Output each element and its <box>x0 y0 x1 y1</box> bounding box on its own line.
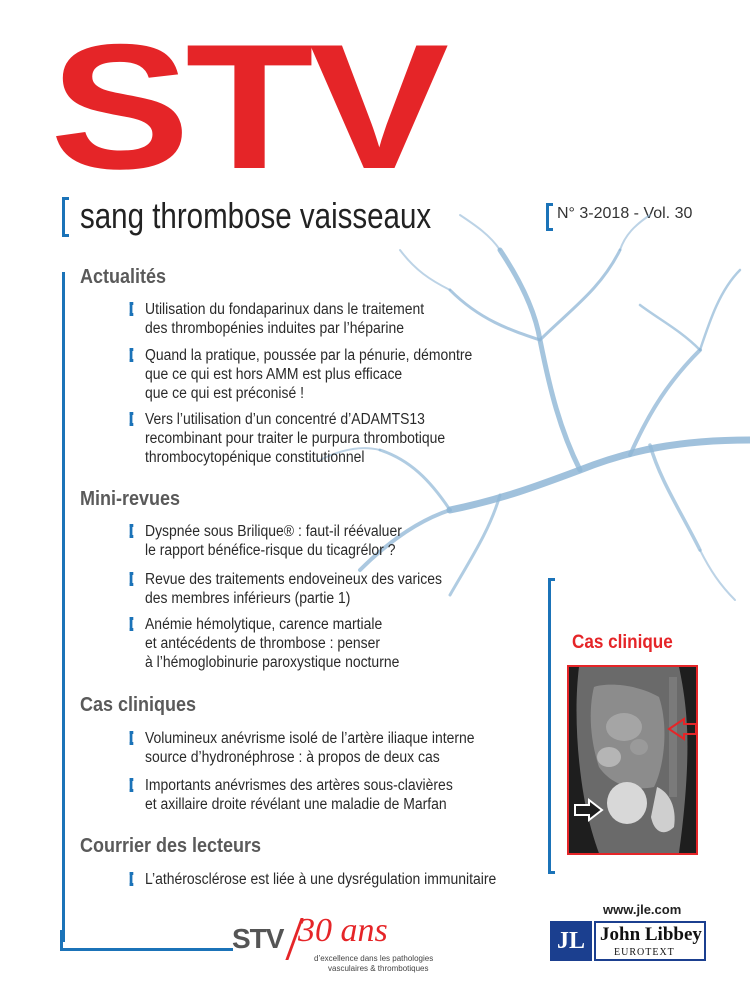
issue-number: N° 3-2018 - Vol. 30 <box>557 205 693 222</box>
anniversary-stv: STV <box>232 923 284 954</box>
bracket-marker-icon <box>130 412 134 426</box>
cas-clinique-title: Cas clinique <box>572 632 673 653</box>
subtitle-bracket <box>62 197 69 237</box>
article-entry[interactable] <box>145 615 399 672</box>
anniversary-line-1: d’excellence dans les pathologies <box>314 954 434 963</box>
article-entry[interactable] <box>145 346 472 403</box>
article-title-line: à l’hémoglobinurie paroxystique nocturne <box>145 654 400 671</box>
article-title-line: Importants anévrismes des artères sous-clavières <box>145 777 453 794</box>
anniversary-badge <box>232 912 434 978</box>
website-link[interactable]: www.jle.com <box>603 902 682 917</box>
article-title-line: Volumineux anévrisme isolé de l’artère iliaque interne <box>145 730 475 747</box>
article-entry[interactable] <box>145 300 424 338</box>
article-title-line: L’athérosclérose est liée à une dysrégulation immunitaire <box>145 871 497 888</box>
article-title-line: que ce qui est préconisé ! <box>145 385 304 402</box>
article-title-line: source d’hydronéphrose : à propos de deux cas <box>145 749 440 766</box>
article-entry[interactable] <box>145 410 445 467</box>
article-title-line: et axillaire droite révélant une maladie de Marfan <box>145 796 447 813</box>
anniversary-line-2: vasculaires & thrombotiques <box>328 964 429 973</box>
article-title-line: Anémie hémolytique, carence martiale <box>145 616 383 633</box>
article-entry[interactable] <box>145 870 496 889</box>
journal-logo: STV <box>50 7 445 206</box>
journal-subtitle: sang thrombose vaisseaux <box>80 195 432 236</box>
article-entry[interactable] <box>145 729 475 767</box>
ct-scan-image <box>567 665 698 855</box>
content-rule <box>62 272 65 942</box>
bracket-marker-icon <box>130 617 134 631</box>
article-title-line: Vers l’utilisation d’un concentré d’ADAMTS13 <box>145 411 425 428</box>
bracket-marker-icon <box>130 302 134 316</box>
bracket-marker-icon <box>130 348 134 362</box>
anniversary-30-ans: 30 ans <box>298 912 388 949</box>
article-entry[interactable] <box>145 570 442 608</box>
section-title: Cas cliniques <box>80 694 197 716</box>
bracket-marker-icon <box>130 524 134 538</box>
bracket-marker-icon <box>130 731 134 745</box>
footer-bracket <box>60 930 233 951</box>
article-title-line: Revue des traitements endoveineux des varices <box>145 571 442 588</box>
publisher-name-box <box>594 921 706 961</box>
article-entry[interactable] <box>145 522 402 560</box>
article-title-line: le rapport bénéfice-risque du ticagrélor ? <box>145 542 396 559</box>
publisher-sub: EUROTEXT <box>614 947 675 958</box>
bracket-marker-icon <box>130 778 134 792</box>
section-title: Actualités <box>80 266 167 288</box>
publisher-logo <box>550 921 706 961</box>
article-title-line: recombinant pour traiter le purpura thrombotique <box>145 430 446 447</box>
article-title-line: Quand la pratique, poussée par la pénurie, démontre <box>145 347 473 364</box>
article-title-line: thrombocytopénique constitutionnel <box>145 449 365 466</box>
article-title-line: Utilisation du fondaparinux dans le traitement <box>145 301 425 318</box>
cas-clinique-bracket <box>548 578 555 874</box>
bracket-marker-icon <box>130 572 134 586</box>
section-title: Courrier des lecteurs <box>80 835 262 857</box>
article-title-line: Dyspnée sous Brilique® : faut-il réévaluer <box>145 523 402 540</box>
article-title-line: des thrombopénies induites par l’héparine <box>145 320 405 337</box>
publisher-name: John Libbey <box>600 924 702 945</box>
section-title: Mini-revues <box>80 488 181 510</box>
article-title-line: et antécédents de thrombose : penser <box>145 635 380 652</box>
bracket-marker-icon <box>130 872 134 886</box>
publisher-initials: JL <box>550 921 592 961</box>
article-title-line: que ce qui est hors AMM est plus efficace <box>145 366 403 383</box>
article-entry[interactable] <box>145 776 453 814</box>
article-title-line: des membres inférieurs (partie 1) <box>145 590 351 607</box>
